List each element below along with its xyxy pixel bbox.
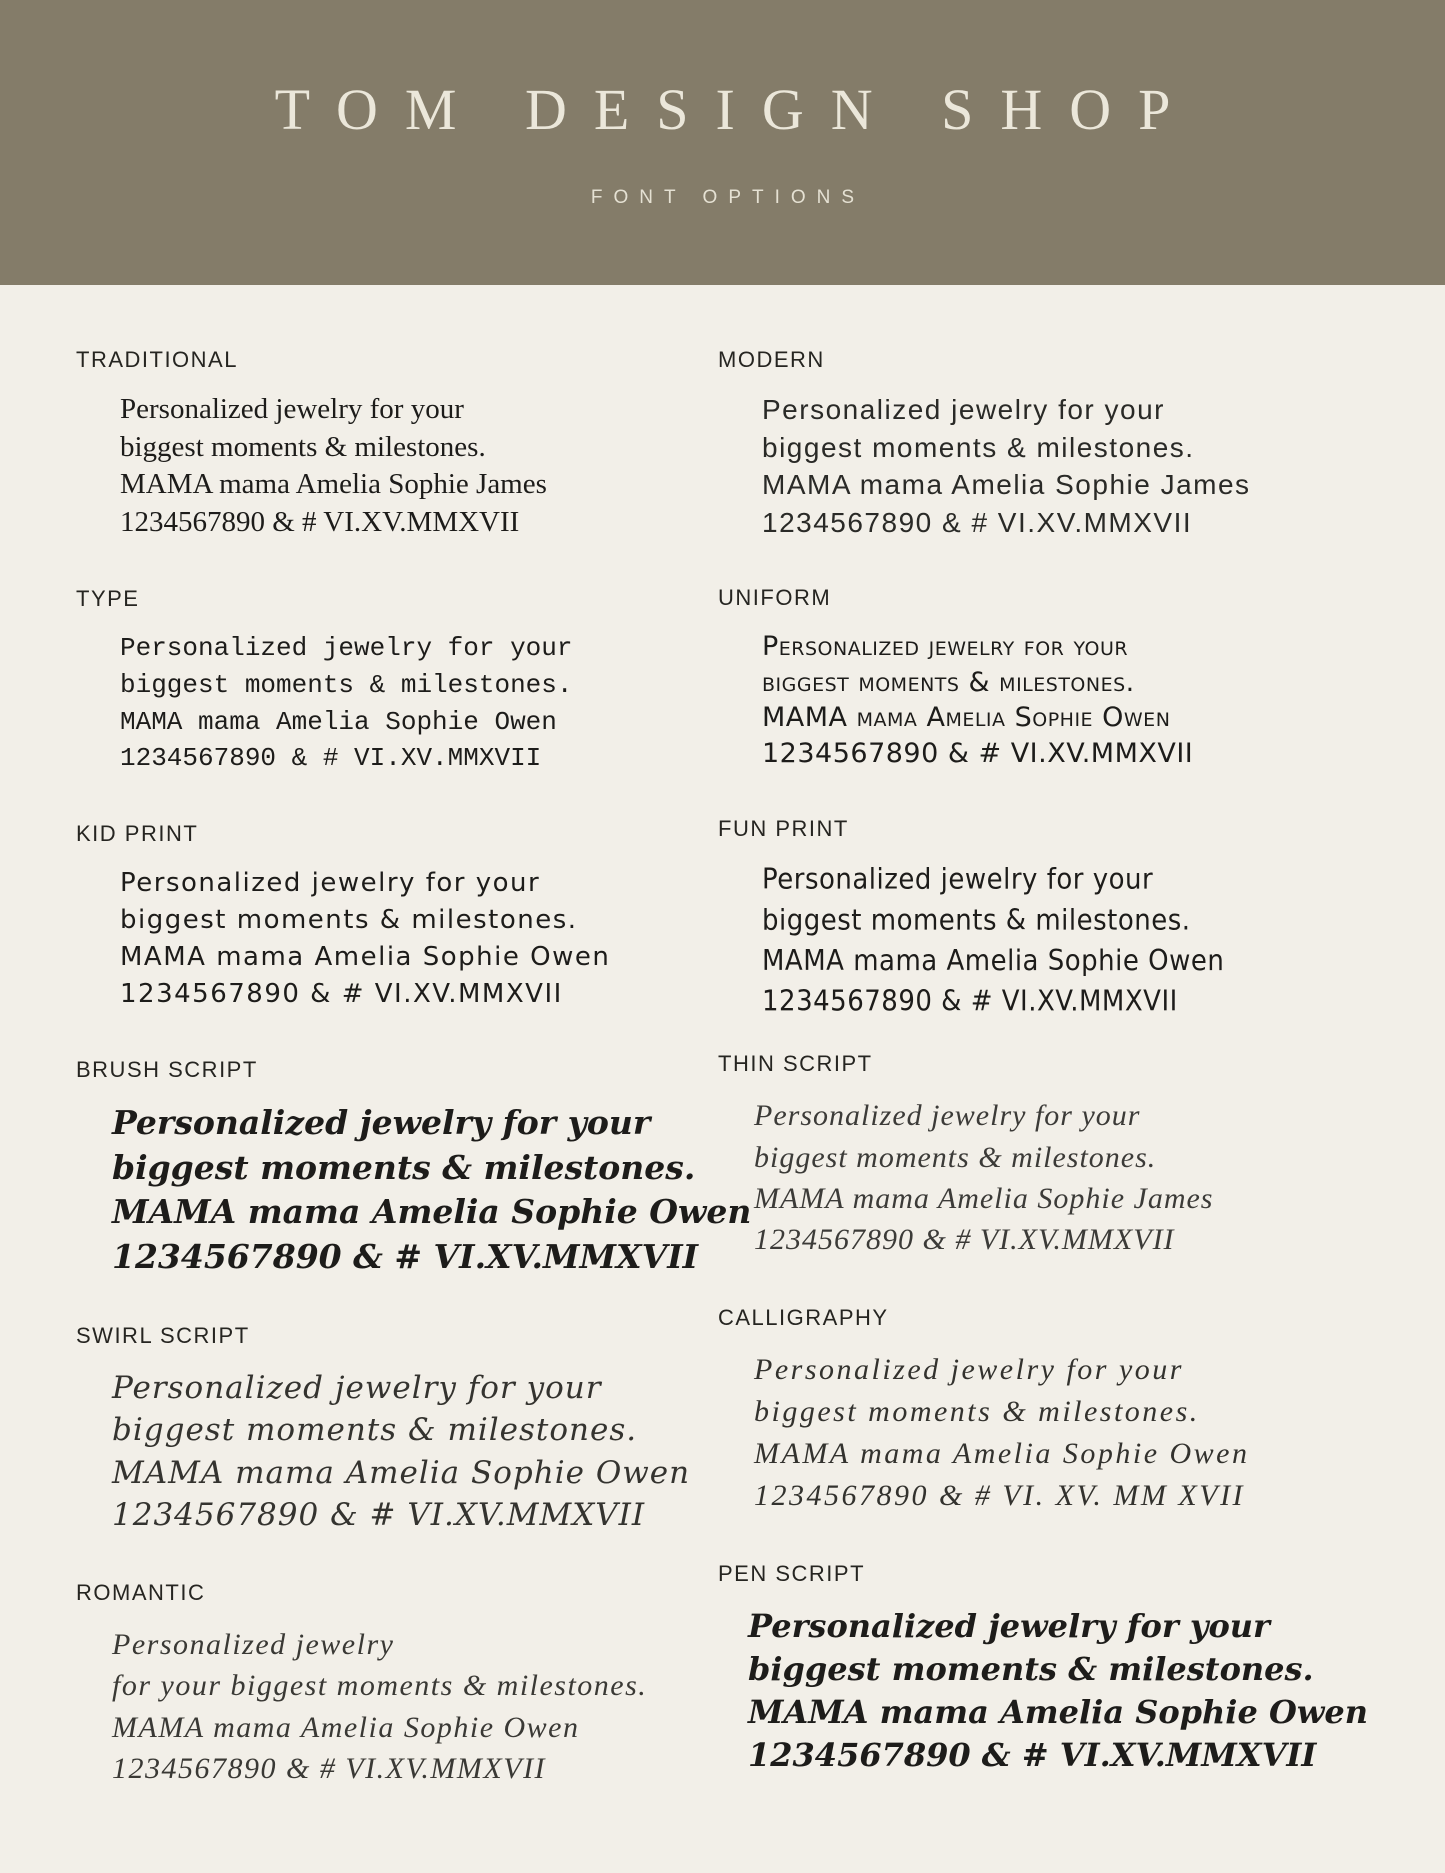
- font-style-label-modern: MODERN: [718, 347, 825, 372]
- sample-line: biggest moments & milestones.: [120, 905, 578, 936]
- sample-line: 1234567890 & # VI. XV. MM XVII: [754, 1478, 1246, 1512]
- sample-line: Personalized jewelry for your: [112, 1103, 651, 1142]
- sample-line: MAMA mama Amelia Sophie Owen: [762, 944, 1225, 978]
- sample-line: Personalized jewelry: [112, 1627, 395, 1661]
- font-section-modern: [718, 347, 1415, 541]
- font-section-type: [76, 586, 718, 778]
- sample-line: 1234567890 & # VI.XV.MMXVII: [748, 1736, 1317, 1775]
- sample-line: biggest moments & milestones.: [762, 431, 1195, 463]
- sample-line: Personalized jewelry for your: [762, 631, 1129, 663]
- font-style-label-type: TYPE: [76, 585, 140, 611]
- font-sample-traditional: [76, 391, 718, 542]
- sample-line: MAMA mama Amelia Sophie Owen: [112, 1192, 752, 1232]
- sample-line: MAMA mama Amelia Sophie Owen: [112, 1710, 580, 1744]
- font-sample-swirl-script: [76, 1367, 718, 1536]
- font-sample-romantic: [76, 1624, 718, 1790]
- sample-line: MAMA mama Amelia Sophie James: [120, 468, 547, 501]
- sample-line: 1234567890 & # VI.XV.MMXVII: [762, 506, 1193, 538]
- sample-line: biggest moments & milestones.: [762, 666, 1135, 698]
- sample-line: MAMA mama Amelia Sophie Owen: [120, 706, 557, 737]
- sample-line: MAMA mama Amelia Sophie Owen: [748, 1693, 1368, 1732]
- sample-line: MAMA mama Amelia Sophie Owen: [762, 702, 1171, 734]
- sample-line: 1234567890 & # VI.XV.MMXVII: [112, 1751, 547, 1785]
- sample-line: Personalized jewelry for your: [112, 1370, 602, 1407]
- sample-line: MAMA mama Amelia Sophie Owen: [754, 1436, 1250, 1470]
- font-sample-pen-script: [718, 1605, 1415, 1778]
- font-style-label-fun-print: FUN PRINT: [718, 815, 849, 841]
- font-section-swirl-script: [76, 1323, 718, 1536]
- sample-line: 1234567890 & # VI.XV.MMXVII: [762, 984, 1178, 1018]
- sample-line: Personalized jewelry for your: [120, 393, 464, 425]
- sample-line: 1234567890 & # VI.XV.MMXVII: [112, 1236, 699, 1276]
- font-section-fun-print: [718, 815, 1415, 1018]
- sample-line: biggest moments & milestones.: [748, 1649, 1314, 1688]
- sample-line: Personalized jewelry for your: [120, 632, 573, 663]
- sample-line: Personalized jewelry for your: [120, 868, 541, 899]
- font-style-label-kid-print: KID PRINT: [76, 821, 199, 847]
- sample-line: 1234567890 & # VI.XV.MMXVII: [112, 1496, 646, 1533]
- font-section-kid-print: [76, 821, 718, 1013]
- page-subtitle: FONT OPTIONS: [590, 187, 866, 208]
- font-sample-type: [76, 630, 718, 778]
- sample-line: MAMA mama Amelia Sophie Owen: [120, 942, 611, 973]
- sample-line: biggest moments & milestones.: [120, 430, 486, 463]
- font-sample-kid-print: [76, 865, 718, 1013]
- font-sample-brush-script: [76, 1101, 752, 1279]
- sample-line: biggest moments & milestones.: [754, 1140, 1157, 1174]
- font-section-uniform: [718, 585, 1415, 772]
- font-sample-modern: [718, 391, 1415, 541]
- sample-line: biggest moments & milestones.: [120, 669, 573, 700]
- sample-line: MAMA mama Amelia Sophie Owen: [112, 1454, 691, 1491]
- sample-line: 1234567890 & # VI.XV.MMXVII: [120, 506, 520, 539]
- font-style-label-brush-script: BRUSH SCRIPT: [76, 1057, 258, 1082]
- font-style-label-uniform: UNIFORM: [718, 585, 832, 611]
- sample-line: MAMA mama Amelia Sophie James: [762, 469, 1251, 501]
- font-section-calligraphy: [718, 1305, 1415, 1517]
- sample-line: 1234567890 & # VI.XV.MMXVII: [120, 743, 542, 774]
- sample-line: biggest moments & milestones.: [754, 1394, 1200, 1428]
- shop-title: TOM DESIGN SHOP: [274, 77, 1198, 142]
- font-section-brush-script: [76, 1057, 752, 1279]
- font-style-label-pen-script: PEN SCRIPT: [718, 1560, 866, 1586]
- sample-line: Personalized jewelry for your: [748, 1606, 1270, 1645]
- header-banner: [0, 0, 1445, 285]
- font-style-label-traditional: TRADITIONAL: [76, 347, 238, 372]
- font-style-label-calligraphy: CALLIGRAPHY: [718, 1304, 889, 1330]
- sample-line: Personalized jewelry for your: [754, 1352, 1184, 1386]
- sample-line: for your biggest moments & milestones.: [112, 1669, 648, 1703]
- sample-line: biggest moments & milestones.: [112, 1147, 696, 1187]
- font-style-label-swirl-script: SWIRL SCRIPT: [76, 1323, 250, 1349]
- font-sample-calligraphy: [718, 1349, 1415, 1517]
- font-style-label-romantic: ROMANTIC: [76, 1579, 206, 1605]
- font-section-romantic: [76, 1580, 718, 1790]
- font-style-label-thin-script: THIN SCRIPT: [718, 1051, 873, 1077]
- sample-line: Personalized jewelry for your: [762, 862, 1154, 896]
- sample-line: biggest moments & milestones.: [762, 903, 1191, 937]
- sample-line: 1234567890 & # VI.XV.MMXVII: [762, 737, 1194, 769]
- font-section-traditional: [76, 347, 718, 542]
- font-sample-thin-script: [718, 1095, 1415, 1261]
- sample-line: Personalized jewelry for your: [762, 394, 1165, 425]
- left-column: [76, 347, 752, 1833]
- sample-line: biggest moments & milestones.: [112, 1412, 638, 1449]
- sample-line: MAMA mama Amelia Sophie James: [754, 1181, 1214, 1215]
- font-samples-grid: [0, 285, 1445, 1873]
- sample-line: 1234567890 & # VI.XV.MMXVII: [754, 1223, 1175, 1257]
- font-sample-uniform: [718, 629, 1415, 772]
- right-column: [718, 347, 1415, 1833]
- font-sample-fun-print: [718, 860, 1415, 1022]
- sample-line: Personalized jewelry for your: [754, 1099, 1141, 1133]
- font-section-pen-script: [718, 1561, 1415, 1778]
- font-section-thin-script: [718, 1051, 1415, 1261]
- sample-line: 1234567890 & # VI.XV.MMXVII: [120, 979, 563, 1010]
